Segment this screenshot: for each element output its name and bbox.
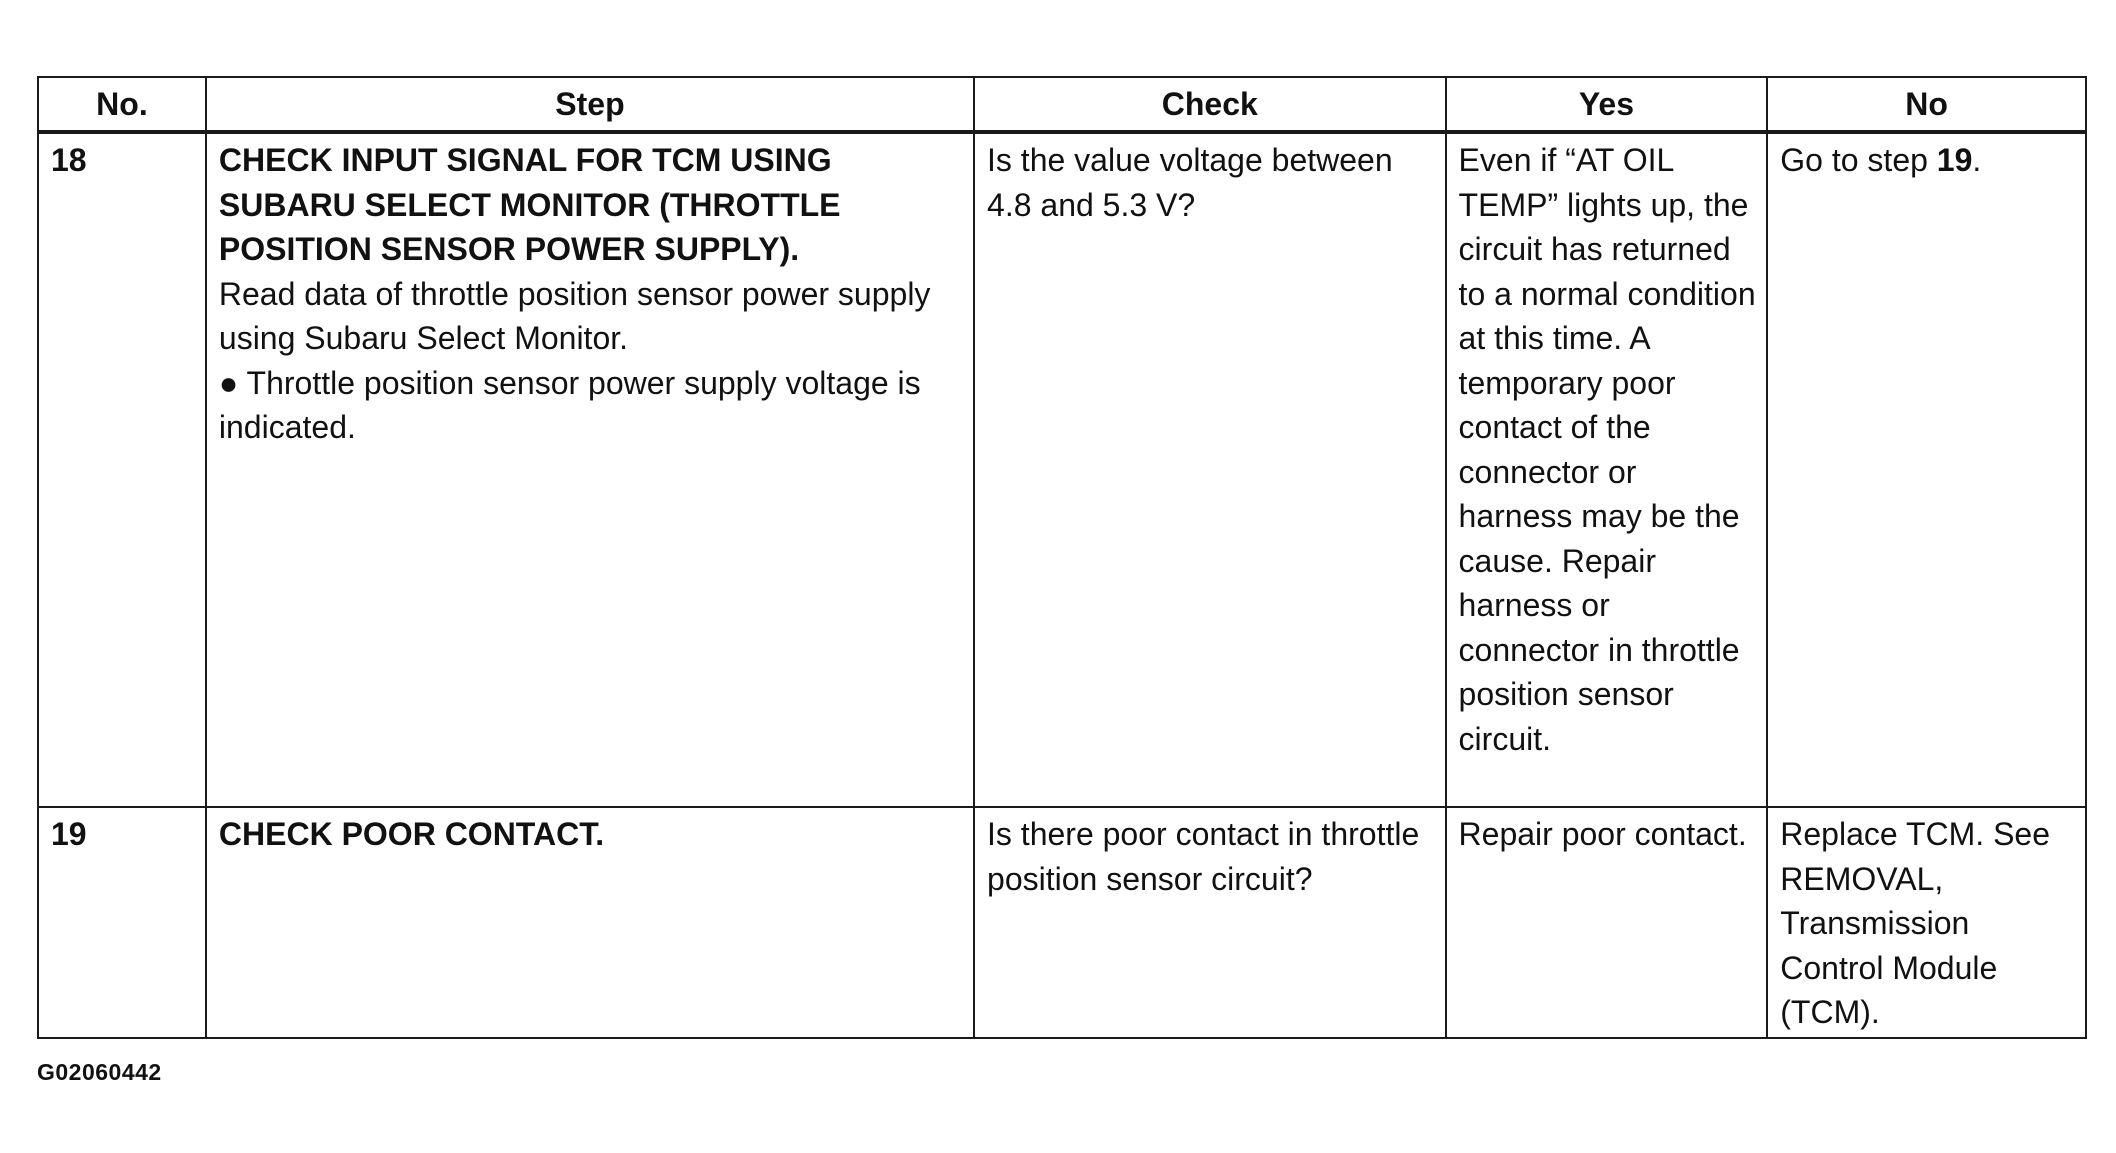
no-cell-suffix: . — [1972, 142, 1982, 178]
step-cell — [206, 807, 974, 1038]
step-number: 19 — [38, 807, 206, 1038]
no-cell-prefix: Go to step — [1780, 142, 1937, 178]
check-cell: Is there poor contact in throttle position sensor circuit? — [974, 807, 1446, 1038]
header-yes: Yes — [1446, 77, 1768, 132]
step-bullet — [219, 361, 965, 450]
header-no: No. — [38, 77, 206, 132]
figure-id: G02060442 — [37, 1059, 162, 1085]
step-title: CHECK POOR CONTACT. — [218, 816, 605, 852]
step-body: Read data of throttle position sensor power supply using Subaru Select Monitor. — [218, 275, 931, 356]
header-step: Step — [206, 77, 974, 132]
no-cell — [1767, 132, 2086, 807]
diagnostic-table — [37, 76, 2087, 1039]
step-number: 18 — [38, 132, 206, 807]
no-cell-step-ref: 19 — [1936, 142, 1973, 178]
table-row — [38, 807, 2086, 1038]
yes-cell: Repair poor contact. — [1446, 807, 1768, 1038]
bullet-icon: ● — [218, 364, 247, 401]
header-no-answer: No — [1767, 77, 2086, 132]
header-check: Check — [974, 77, 1446, 132]
step-title: CHECK INPUT SIGNAL FOR TCM USING SUBARU SELECT MONITOR (THROTTLE POSITION SENSOR POWER SUPPLY). — [218, 142, 841, 267]
no-cell: Replace TCM. See REMOVAL, Transmission Control Module (TCM). — [1767, 807, 2086, 1038]
step-cell — [206, 132, 974, 807]
table-header-row — [38, 77, 2086, 132]
step-bullet-text: Throttle position sensor power supply voltage is indicated. — [218, 364, 921, 445]
check-cell: Is the value voltage between 4.8 and 5.3 V? — [974, 132, 1446, 807]
table-row — [38, 132, 2086, 807]
yes-cell: Even if “AT OIL TEMP” lights up, the circuit has returned to a normal condition at this time. A temporary poor contact of the connector or harness may be the cause. Repair harness or connector in throttle position sensor circuit. — [1446, 132, 1768, 807]
